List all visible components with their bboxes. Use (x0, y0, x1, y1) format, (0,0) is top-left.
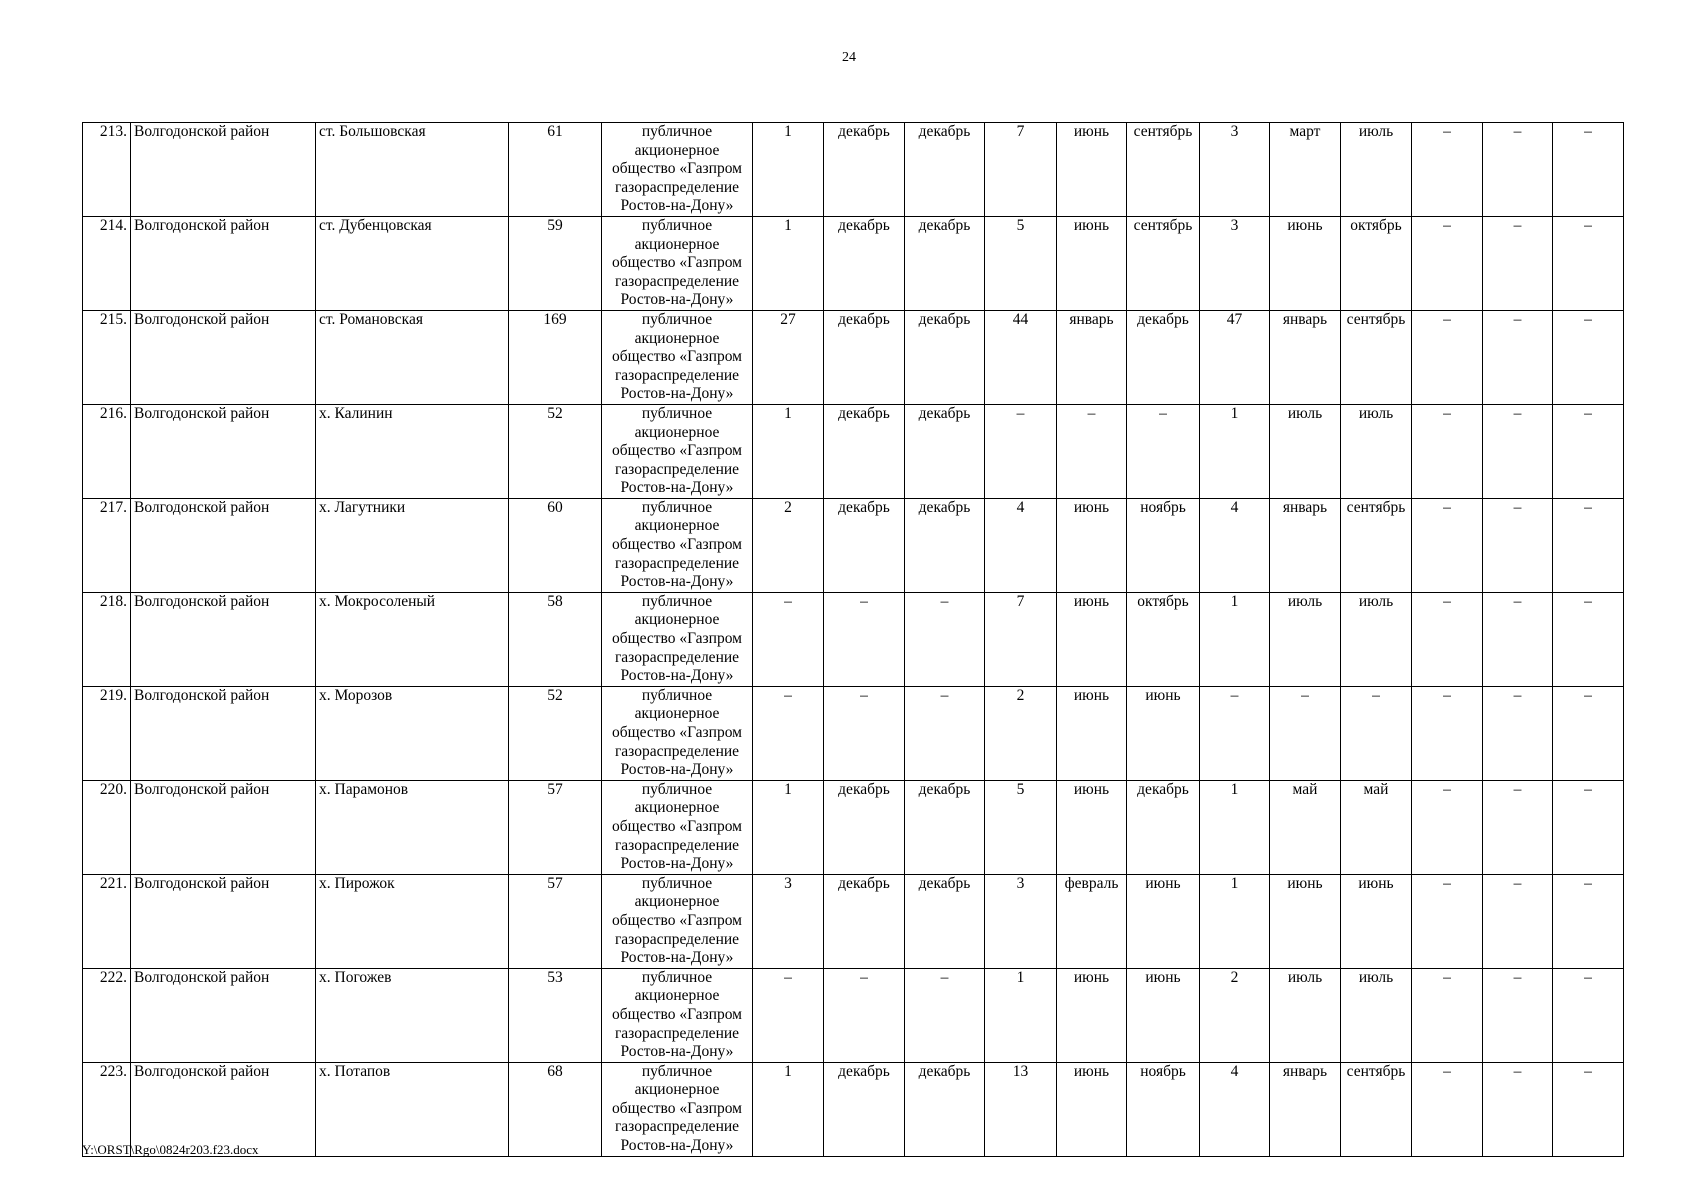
month-3-start-cell: июнь (1270, 216, 1341, 310)
table-row (83, 404, 1624, 498)
quantity-4-cell: – (1412, 216, 1483, 310)
organization-cell: публичное акционерное общество «Газпром газораспределение Ростов-на-Дону» (602, 404, 753, 498)
row-number: 213. (83, 123, 131, 217)
month-1-start-cell: декабрь (824, 874, 905, 968)
month-4-start-cell: – (1483, 874, 1553, 968)
month-1-end-cell: декабрь (905, 123, 985, 217)
row-number: 222. (83, 968, 131, 1062)
month-3-start-cell: январь (1270, 310, 1341, 404)
locality-cell: ст. Большовская (316, 123, 509, 217)
organization-cell: публичное акционерное общество «Газпром газораспределение Ростов-на-Дону» (602, 310, 753, 404)
month-3-start-cell: июнь (1270, 874, 1341, 968)
quantity-2-cell: 1 (985, 968, 1057, 1062)
quantity-1-cell: 27 (753, 310, 824, 404)
organization-cell: публичное акционерное общество «Газпром газораспределение Ростов-на-Дону» (602, 498, 753, 592)
month-3-end-cell: июль (1341, 123, 1412, 217)
page-number: 24 (842, 50, 856, 65)
count-cell: 58 (509, 592, 602, 686)
count-cell: 53 (509, 968, 602, 1062)
month-1-start-cell: декабрь (824, 123, 905, 217)
quantity-4-cell: – (1412, 123, 1483, 217)
month-4-end-cell: – (1553, 310, 1624, 404)
quantity-3-cell: 4 (1200, 498, 1270, 592)
month-4-end-cell: – (1553, 780, 1624, 874)
row-number: 218. (83, 592, 131, 686)
quantity-1-cell: 2 (753, 498, 824, 592)
footer-file-path: Y:\ORST\Rgo\0824r203.f23.docx (82, 1142, 259, 1157)
row-number: 216. (83, 404, 131, 498)
month-4-end-cell: – (1553, 498, 1624, 592)
month-2-end-cell: декабрь (1127, 310, 1200, 404)
locality-cell: х. Погожев (316, 968, 509, 1062)
district-cell: Волгодонской район (131, 1062, 316, 1156)
district-cell: Волгодонской район (131, 404, 316, 498)
month-2-end-cell: сентябрь (1127, 123, 1200, 217)
quantity-2-cell: 5 (985, 780, 1057, 874)
district-cell: Волгодонской район (131, 686, 316, 780)
quantity-1-cell: 1 (753, 216, 824, 310)
month-3-end-cell: июль (1341, 968, 1412, 1062)
month-4-start-cell: – (1483, 216, 1553, 310)
month-4-start-cell: – (1483, 310, 1553, 404)
month-2-end-cell: – (1127, 404, 1200, 498)
month-1-end-cell: декабрь (905, 1062, 985, 1156)
month-1-start-cell: декабрь (824, 310, 905, 404)
quantity-3-cell: 2 (1200, 968, 1270, 1062)
organization-cell: публичное акционерное общество «Газпром газораспределение Ростов-на-Дону» (602, 874, 753, 968)
month-1-start-cell: декабрь (824, 498, 905, 592)
month-1-start-cell: – (824, 968, 905, 1062)
month-3-end-cell: июнь (1341, 874, 1412, 968)
quantity-4-cell: – (1412, 968, 1483, 1062)
month-2-end-cell: октябрь (1127, 592, 1200, 686)
organization-cell: публичное акционерное общество «Газпром газораспределение Ростов-на-Дону» (602, 968, 753, 1062)
month-1-start-cell: – (824, 592, 905, 686)
month-3-end-cell: сентябрь (1341, 310, 1412, 404)
table-row (83, 874, 1624, 968)
gasification-schedule-table (82, 122, 1624, 1157)
month-4-start-cell: – (1483, 968, 1553, 1062)
month-3-start-cell: март (1270, 123, 1341, 217)
month-4-start-cell: – (1483, 123, 1553, 217)
month-1-end-cell: декабрь (905, 404, 985, 498)
table-row (83, 310, 1624, 404)
locality-cell: х. Морозов (316, 686, 509, 780)
organization-cell: публичное акционерное общество «Газпром газораспределение Ростов-на-Дону» (602, 1062, 753, 1156)
quantity-4-cell: – (1412, 686, 1483, 780)
month-3-start-cell: январь (1270, 498, 1341, 592)
district-cell: Волгодонской район (131, 968, 316, 1062)
quantity-3-cell: 3 (1200, 216, 1270, 310)
count-cell: 52 (509, 404, 602, 498)
month-2-start-cell: июнь (1057, 123, 1127, 217)
district-cell: Волгодонской район (131, 780, 316, 874)
quantity-1-cell: 1 (753, 123, 824, 217)
month-1-end-cell: декабрь (905, 310, 985, 404)
district-cell: Волгодонской район (131, 123, 316, 217)
count-cell: 60 (509, 498, 602, 592)
quantity-2-cell: 44 (985, 310, 1057, 404)
table-body (83, 123, 1624, 1157)
locality-cell: х. Калинин (316, 404, 509, 498)
month-3-start-cell: июль (1270, 404, 1341, 498)
month-1-end-cell: – (905, 592, 985, 686)
row-number: 214. (83, 216, 131, 310)
quantity-3-cell: 1 (1200, 404, 1270, 498)
row-number: 221. (83, 874, 131, 968)
district-cell: Волгодонской район (131, 310, 316, 404)
count-cell: 52 (509, 686, 602, 780)
month-4-end-cell: – (1553, 686, 1624, 780)
table-row (83, 968, 1624, 1062)
quantity-3-cell: 3 (1200, 123, 1270, 217)
quantity-1-cell: 1 (753, 1062, 824, 1156)
organization-cell: публичное акционерное общество «Газпром газораспределение Ростов-на-Дону» (602, 780, 753, 874)
quantity-2-cell: 4 (985, 498, 1057, 592)
month-2-start-cell: июнь (1057, 780, 1127, 874)
quantity-1-cell: 1 (753, 780, 824, 874)
month-2-start-cell: – (1057, 404, 1127, 498)
quantity-1-cell: – (753, 968, 824, 1062)
quantity-3-cell: 4 (1200, 1062, 1270, 1156)
quantity-4-cell: – (1412, 310, 1483, 404)
quantity-2-cell: 7 (985, 123, 1057, 217)
month-1-end-cell: декабрь (905, 216, 985, 310)
month-4-end-cell: – (1553, 968, 1624, 1062)
locality-cell: х. Парамонов (316, 780, 509, 874)
month-1-start-cell: декабрь (824, 1062, 905, 1156)
row-number: 220. (83, 780, 131, 874)
table-row (83, 498, 1624, 592)
month-1-start-cell: – (824, 686, 905, 780)
month-3-end-cell: сентябрь (1341, 1062, 1412, 1156)
month-4-start-cell: – (1483, 498, 1553, 592)
quantity-4-cell: – (1412, 780, 1483, 874)
month-1-start-cell: декабрь (824, 216, 905, 310)
month-3-start-cell: май (1270, 780, 1341, 874)
month-1-start-cell: декабрь (824, 780, 905, 874)
month-4-end-cell: – (1553, 1062, 1624, 1156)
month-3-start-cell: – (1270, 686, 1341, 780)
month-3-end-cell: сентябрь (1341, 498, 1412, 592)
count-cell: 57 (509, 874, 602, 968)
quantity-3-cell: 1 (1200, 874, 1270, 968)
quantity-4-cell: – (1412, 498, 1483, 592)
quantity-4-cell: – (1412, 1062, 1483, 1156)
month-4-end-cell: – (1553, 874, 1624, 968)
district-cell: Волгодонской район (131, 216, 316, 310)
district-cell: Волгодонской район (131, 592, 316, 686)
table-row (83, 592, 1624, 686)
district-cell: Волгодонской район (131, 498, 316, 592)
month-1-start-cell: декабрь (824, 404, 905, 498)
quantity-4-cell: – (1412, 592, 1483, 686)
month-2-start-cell: февраль (1057, 874, 1127, 968)
quantity-3-cell: 1 (1200, 592, 1270, 686)
month-4-end-cell: – (1553, 216, 1624, 310)
quantity-1-cell: 3 (753, 874, 824, 968)
district-cell: Волгодонской район (131, 874, 316, 968)
month-2-end-cell: сентябрь (1127, 216, 1200, 310)
quantity-1-cell: 1 (753, 404, 824, 498)
organization-cell: публичное акционерное общество «Газпром газораспределение Ростов-на-Дону» (602, 216, 753, 310)
quantity-3-cell: 1 (1200, 780, 1270, 874)
month-1-end-cell: – (905, 968, 985, 1062)
count-cell: 61 (509, 123, 602, 217)
month-3-end-cell: июль (1341, 404, 1412, 498)
month-3-end-cell: – (1341, 686, 1412, 780)
month-1-end-cell: декабрь (905, 780, 985, 874)
month-4-start-cell: – (1483, 592, 1553, 686)
quantity-4-cell: – (1412, 874, 1483, 968)
month-3-end-cell: июль (1341, 592, 1412, 686)
month-3-start-cell: июль (1270, 592, 1341, 686)
count-cell: 68 (509, 1062, 602, 1156)
table-row (83, 1062, 1624, 1156)
month-2-end-cell: июнь (1127, 686, 1200, 780)
locality-cell: х. Лагутники (316, 498, 509, 592)
quantity-3-cell: – (1200, 686, 1270, 780)
locality-cell: х. Потапов (316, 1062, 509, 1156)
organization-cell: публичное акционерное общество «Газпром газораспределение Ростов-на-Дону» (602, 123, 753, 217)
quantity-2-cell: – (985, 404, 1057, 498)
quantity-4-cell: – (1412, 404, 1483, 498)
month-4-start-cell: – (1483, 1062, 1553, 1156)
month-3-start-cell: июль (1270, 968, 1341, 1062)
month-2-start-cell: июнь (1057, 592, 1127, 686)
month-3-end-cell: май (1341, 780, 1412, 874)
month-4-start-cell: – (1483, 780, 1553, 874)
month-2-end-cell: ноябрь (1127, 498, 1200, 592)
month-4-end-cell: – (1553, 404, 1624, 498)
month-2-start-cell: июнь (1057, 498, 1127, 592)
month-1-end-cell: декабрь (905, 498, 985, 592)
count-cell: 169 (509, 310, 602, 404)
organization-cell: публичное акционерное общество «Газпром газораспределение Ростов-на-Дону» (602, 686, 753, 780)
month-2-end-cell: декабрь (1127, 780, 1200, 874)
locality-cell: х. Мокросоленый (316, 592, 509, 686)
organization-cell: публичное акционерное общество «Газпром газораспределение Ростов-на-Дону» (602, 592, 753, 686)
table-row (83, 686, 1624, 780)
quantity-1-cell: – (753, 592, 824, 686)
month-2-start-cell: июнь (1057, 1062, 1127, 1156)
month-2-end-cell: ноябрь (1127, 1062, 1200, 1156)
month-4-end-cell: – (1553, 123, 1624, 217)
quantity-2-cell: 3 (985, 874, 1057, 968)
quantity-1-cell: – (753, 686, 824, 780)
month-4-end-cell: – (1553, 592, 1624, 686)
row-number: 215. (83, 310, 131, 404)
month-4-start-cell: – (1483, 686, 1553, 780)
quantity-2-cell: 7 (985, 592, 1057, 686)
table-row (83, 123, 1624, 217)
row-number: 223. (83, 1062, 131, 1156)
month-2-start-cell: июнь (1057, 686, 1127, 780)
quantity-2-cell: 13 (985, 1062, 1057, 1156)
locality-cell: х. Пирожок (316, 874, 509, 968)
month-2-start-cell: июнь (1057, 968, 1127, 1062)
table-row (83, 780, 1624, 874)
locality-cell: ст. Дубенцовская (316, 216, 509, 310)
row-number: 219. (83, 686, 131, 780)
quantity-2-cell: 5 (985, 216, 1057, 310)
locality-cell: ст. Романовская (316, 310, 509, 404)
month-1-end-cell: – (905, 686, 985, 780)
quantity-3-cell: 47 (1200, 310, 1270, 404)
month-1-end-cell: декабрь (905, 874, 985, 968)
month-2-end-cell: июнь (1127, 968, 1200, 1062)
quantity-2-cell: 2 (985, 686, 1057, 780)
month-2-start-cell: июнь (1057, 216, 1127, 310)
month-2-end-cell: июнь (1127, 874, 1200, 968)
month-3-end-cell: октябрь (1341, 216, 1412, 310)
row-number: 217. (83, 498, 131, 592)
count-cell: 59 (509, 216, 602, 310)
month-2-start-cell: январь (1057, 310, 1127, 404)
table-row (83, 216, 1624, 310)
month-3-start-cell: январь (1270, 1062, 1341, 1156)
count-cell: 57 (509, 780, 602, 874)
month-4-start-cell: – (1483, 404, 1553, 498)
